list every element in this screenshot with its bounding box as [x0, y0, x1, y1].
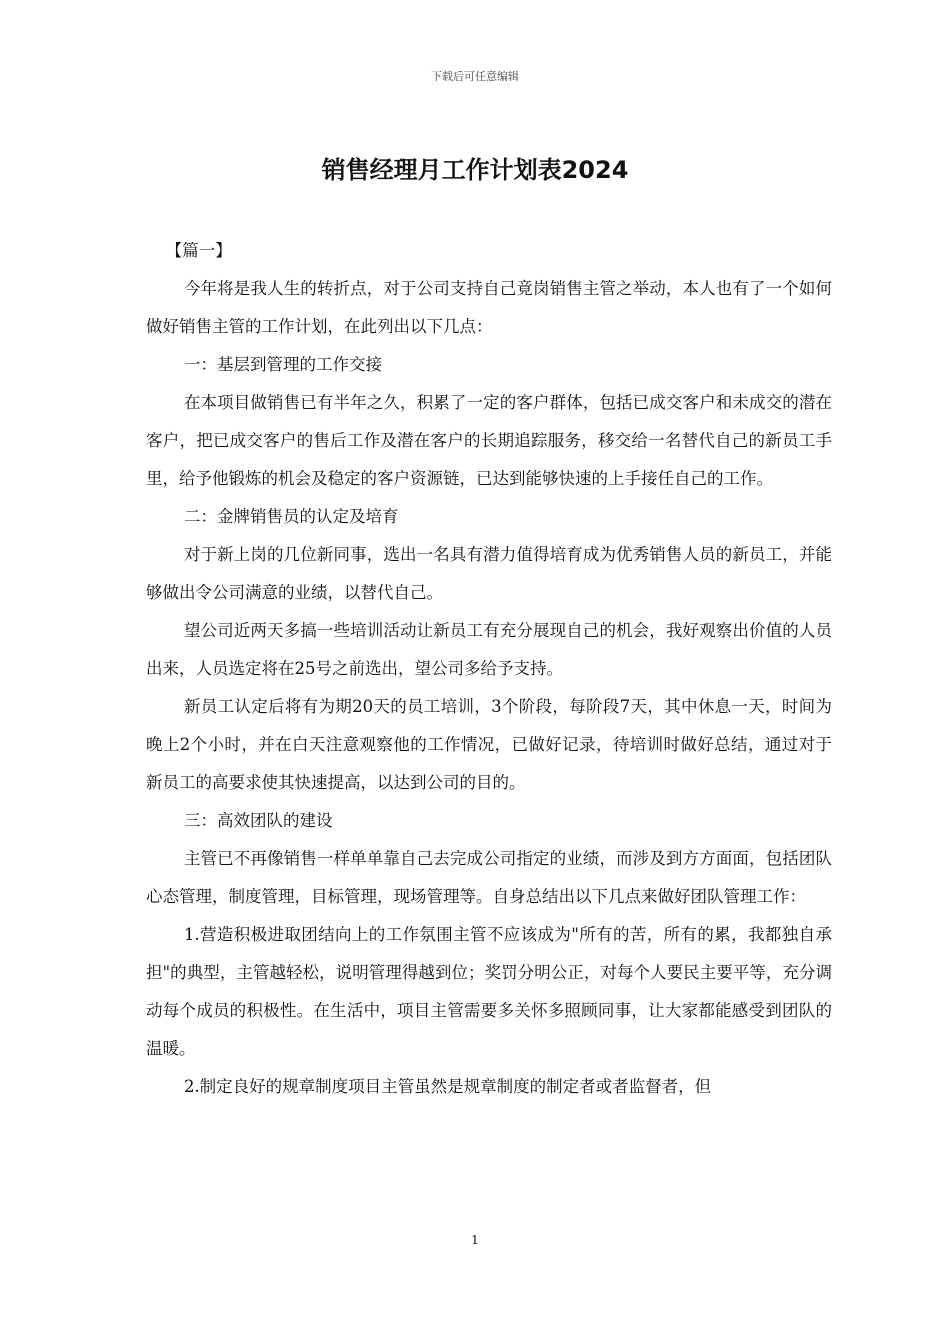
section-marker: 【篇一】	[165, 241, 232, 260]
paragraph: 对于新上岗的几位新同事，选出一名具有潜力值得培育成为优秀销售人员的新员工，并能够做出令公司满意的业绩，以替代自己。	[146, 545, 832, 602]
paragraph: 新员工认定后将有为期20天的员工培训，3个阶段，每阶段7天，其中休息一天，时间为晚上2个小时，并在白天注意观察他的工作情况，已做好记录，待培训时做好总结，通过对于新员工的高要求使其快速提高，以达到公司的目的。	[146, 697, 832, 792]
list-item: 1.营造积极进取团结向上的工作氛围主管不应该成为"所有的苦，所有的累，我都独自承担"的典型，主管越轻松，说明管理得越到位；奖罚分明公正，对每个人要民主要平等，充分调动每个成员的积极性。在生活中，项目主管需要多关怀多照顾同事，让大家都能感受到团队的温暖。	[146, 925, 832, 1058]
page-number: 1	[471, 1233, 479, 1247]
section-heading-2: 二：金牌销售员的认定及培育	[183, 507, 399, 526]
header-note: 下载后可任意编辑	[431, 70, 519, 83]
document-body	[146, 232, 832, 1106]
paragraph: 在本项目做销售已有半年之久，积累了一定的客户群体，包括已成交客户和未成交的潜在客户，把已成交客户的售后工作及潜在客户的长期追踪服务，移交给一名替代自己的新员工手里，给予他锻炼的机会及稳定的客户资源链，已达到能够快速的上手接任自己的工作。	[146, 393, 832, 488]
paragraph: 望公司近两天多搞一些培训活动让新员工有充分展现自己的机会，我好观察出价值的人员出来，人员选定将在25号之前选出，望公司多给予支持。	[146, 621, 832, 678]
section-heading-1: 一：基层到管理的工作交接	[183, 355, 382, 374]
section-heading-3: 三：高效团队的建设	[183, 811, 333, 830]
intro-paragraph: 今年将是我人生的转折点，对于公司支持自己竟岗销售主管之举动，本人也有了一个如何做好销售主管的工作计划，在此列出以下几点：	[146, 279, 832, 336]
list-item: 2.制定良好的规章制度项目主管虽然是规章制度的制定者或者监督者，但	[183, 1077, 712, 1096]
document-title: 销售经理月工作计划表2024	[321, 156, 629, 184]
paragraph: 主管已不再像销售一样单单靠自己去完成公司指定的业绩，而涉及到方方面面，包括团队心态管理，制度管理，目标管理，现场管理等。自身总结出以下几点来做好团队管理工作：	[146, 849, 832, 906]
